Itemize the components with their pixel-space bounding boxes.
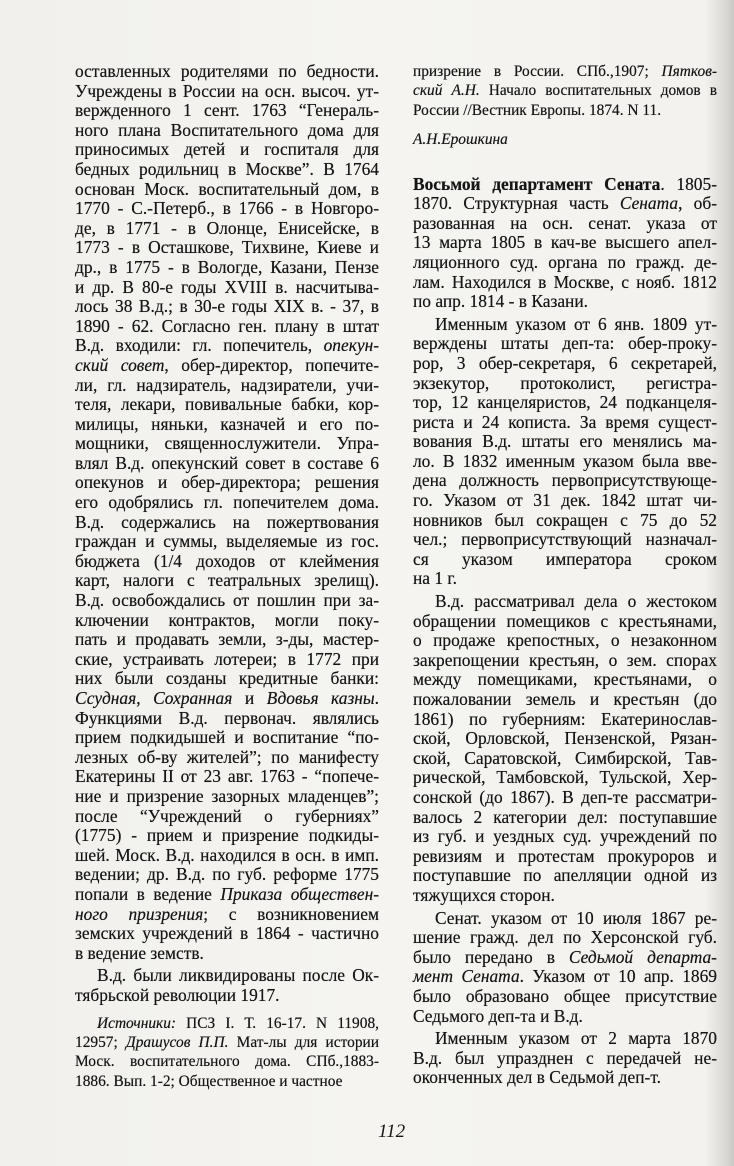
text-line: разованная на осн. сенат. указа от — [413, 212, 717, 233]
text-line: др., в 1775 - в Вологде, Казани, Пензе — [75, 256, 379, 277]
text-segment: В.д. входили: гл. попечитель, — [75, 335, 324, 356]
text-line — [413, 967, 717, 987]
text-line: опекунов и обер-директора; решения — [75, 472, 379, 493]
text-segment: , об- — [678, 193, 717, 214]
text-line — [75, 689, 379, 709]
text-line: 1890 - 62. Согласно ген. плану в штат — [75, 315, 379, 336]
sources-paragraph — [413, 62, 717, 120]
text-line: ние и призрение зазорных младенцев”; — [75, 785, 379, 806]
text-line: 1773 - в Осташкове, Тихвине, Киеве и — [75, 237, 379, 258]
text-line: приносимых детей и госпиталя для — [75, 139, 379, 160]
text-line — [75, 1033, 379, 1052]
text-line: земских учреждений в 1864 - частично — [75, 923, 379, 944]
text-line: Именным указом от 6 янв. 1809 ут- — [435, 313, 717, 334]
text-line — [75, 336, 379, 356]
text-line: рической, Тамбовской, Тульской, Хер- — [413, 767, 717, 788]
text-line: тор, 12 канцеляристов, 24 подканцеля- — [413, 392, 717, 413]
italic-text: Сохранная — [153, 688, 233, 708]
text-line: ской, Саратовской, Симбирской, Тав- — [413, 747, 717, 768]
text-line: ло. В 1832 именным указом была вве- — [413, 450, 717, 471]
bold-heading: Восьмой департамент Сената — [413, 173, 661, 194]
italic-text: Источники: — [97, 1014, 177, 1032]
text-line: поступавшие по апелляции одной из — [413, 865, 717, 886]
text-segment: ; с возникновением — [203, 903, 379, 924]
text-line: закрепощении крестьян, о зем. спорах — [413, 649, 717, 670]
text-line: валось 2 категории дел: поступавшие — [413, 806, 717, 827]
text-segment: . 1805- — [660, 173, 717, 194]
text-segment: Мат-лы для истории — [228, 1033, 379, 1051]
text-segment: , — [136, 688, 154, 708]
italic-text: Седьмой департа- — [568, 946, 717, 967]
text-line: верждены штаты деп-та: обер-проку- — [413, 333, 717, 354]
text-line: В.д. были ликвидированы после Ок- — [97, 965, 379, 986]
text-line: бедных родильниц в Москве”. В 1764 — [75, 158, 379, 179]
paragraph — [413, 592, 717, 906]
italic-text: Приказа обществен- — [220, 883, 379, 904]
text-line: Седьмого деп-та и В.д. — [413, 1005, 583, 1026]
text-line: дена должность первоприсутствующе- — [413, 470, 717, 491]
text-line — [413, 175, 717, 195]
text-segment: Начало воспитательных домов в — [479, 82, 717, 100]
text-line: риста и 24 кописта. За время сущест- — [413, 411, 717, 432]
text-line — [413, 62, 717, 81]
text-line: по апр. 1814 - в Казани. — [413, 291, 589, 312]
text-line: шей. Моск. В.д. находился в осн. в имп. — [75, 844, 379, 865]
text-line: 1770 - С.-Петерб., в 1766 - в Новгоро- — [75, 198, 379, 219]
text-line: Моск. воспитательного дома. СПб.,1883- — [75, 1053, 379, 1071]
italic-text: Вдовья казны — [266, 688, 375, 708]
italic-text: Драшусов П.П. — [125, 1033, 229, 1051]
text-line: влял В.д. опекунский совет в составе 6 — [75, 452, 379, 473]
text-line: шение гражд. дел по Херсонской губ. — [413, 927, 717, 948]
text-line: лось 38 В.д.; в 30-е годы XIX в. - 37, в — [75, 296, 379, 317]
text-line: оставленных родителями по бедности. — [75, 61, 379, 81]
text-line — [413, 130, 717, 149]
right-column — [413, 62, 717, 1091]
text-line: после “Учреждений о губерниях” — [75, 805, 379, 826]
text-line: в ведение земств. — [75, 942, 204, 963]
text-line: лезных об-ву жителей”; по манифесту — [75, 746, 379, 767]
text-segment: попали в ведение — [75, 883, 221, 904]
text-line: сонской (до 1867). В деп-те рассматри- — [413, 786, 717, 807]
text-line: Функциями В.д. первонач. являлись — [75, 707, 379, 728]
text-line: 1886. Вып. 1-2; Общественное и частное — [75, 1072, 343, 1090]
text-line: мощники, священнослужители. Упра- — [75, 433, 379, 454]
text-line — [75, 885, 379, 905]
text-line: вования В.д. штаты его менялись ма- — [413, 431, 717, 452]
text-segment: 1870. Структурная часть — [413, 193, 620, 214]
text-line: на 1 г. — [413, 568, 457, 589]
text-line: ключении контрактов, могли поку- — [75, 609, 379, 630]
text-line: из губ. и уездных суд. учреждений по — [413, 826, 717, 847]
text-line — [413, 81, 717, 100]
paragraph — [75, 62, 379, 963]
text-line: 1861) по губерниям: Екатеринослав- — [413, 708, 717, 729]
text-line: ские, устраивать лотереи; в 1772 при — [75, 648, 379, 669]
text-line: ляционного суд. органа по гражд. де- — [413, 251, 717, 272]
text-segment: ПСЗ I. Т. 16-17. N 11908, — [176, 1014, 379, 1032]
italic-text: ский А.Н. — [413, 82, 480, 100]
text-segment: призрение в России. СПб.,1907; — [413, 63, 662, 80]
text-line: ревизиям и протестам прокуроров и — [413, 845, 717, 866]
italic-text: Пятков- — [661, 63, 717, 80]
text-line: ся указом императора сроком — [413, 548, 717, 569]
text-line: них были созданы кредитные банки: — [75, 668, 379, 689]
text-line — [75, 1014, 379, 1033]
text-line: экзекутор, протоколист, регистра- — [413, 372, 717, 393]
text-line: (1775) - прием и призрение подкиды- — [75, 825, 379, 846]
text-line: 13 марта 1805 в кач-ве высшего апел- — [413, 232, 717, 253]
text-line: Учреждены в России на осн. высоч. ут- — [75, 80, 379, 101]
text-line: тяжущихся сторон. — [413, 884, 555, 905]
text-line: Екатерины II от 23 авг. 1763 - “попече- — [75, 766, 379, 787]
text-line: ской, Орловской, Пензенской, Рязан- — [413, 728, 717, 749]
text-segment: . — [374, 688, 379, 708]
text-line: В.д. освобождались от пошлин при за- — [75, 590, 379, 611]
text-line: было образовано общее присутствие — [413, 985, 717, 1006]
text-line: его одобрялись гл. попечителем дома. — [75, 492, 379, 513]
italic-text: опекун- — [323, 335, 379, 356]
sources-paragraph — [75, 1014, 379, 1092]
text-line — [413, 948, 717, 968]
text-segment: . Указом от 10 апр. 1869 — [519, 966, 717, 987]
italic-text: Сената — [619, 193, 679, 214]
text-line: теля, лекари, повивальные бабки, кор- — [75, 394, 379, 415]
text-line: тябрьской революции 1917. — [75, 984, 280, 1005]
text-line: карт, налоги с театральных зрелищ). — [75, 570, 379, 591]
text-line: оконченных дел в Седьмой деп-т. — [413, 1067, 661, 1088]
text-line: России //Вестник Европы. 1874. N 11. — [413, 101, 662, 119]
text-segment: и — [232, 688, 267, 708]
text-line: де, в 1771 - в Олонце, Енисейске, в — [75, 217, 379, 238]
text-segment: , обер-директор, попечите- — [164, 354, 379, 375]
paragraph — [413, 175, 717, 312]
text-line: и др. В 80-е годы XVIII в. насчитыва- — [75, 276, 379, 297]
text-segment: 12957; — [75, 1033, 126, 1051]
text-line: бюджета (1/4 доходов от клеймения — [75, 550, 379, 571]
italic-text: Ссудная — [75, 688, 137, 708]
text-line — [413, 194, 717, 214]
text-line: ведении; др. В.д. по губ. реформе 1775 — [75, 864, 379, 885]
text-line: В.д. содержались на пожертвования — [75, 511, 379, 532]
text-line: пожаловании земель и крестьян (до — [413, 689, 717, 709]
text-line: вержденного 1 сент. 1763 “Генераль- — [75, 100, 379, 121]
left-column — [75, 62, 379, 1094]
text-segment: было передано в — [413, 946, 569, 967]
text-line: рор, 3 обер-секретаря, 6 секретарей, — [413, 352, 717, 373]
paragraph — [75, 966, 379, 1005]
text-line — [75, 905, 379, 925]
text-line: основан Моск. воспитательный дом, в — [75, 178, 379, 199]
text-line: го. Указом от 31 дек. 1842 штат чи- — [413, 490, 717, 511]
text-line: ного плана Воспитательного дома для — [75, 119, 379, 140]
italic-text: ский совет — [75, 354, 165, 375]
text-line: прием подкидышей и воспитание “по- — [75, 727, 379, 748]
text-line: лам. Находился в Москве, с нояб. 1812 — [413, 271, 717, 292]
italic-text: А.Н.Ерошкина — [413, 131, 508, 149]
text-line — [75, 356, 379, 376]
text-line: пать и продавать земли, з-ды, мастер- — [75, 629, 379, 650]
italic-text: ного призрения — [75, 903, 204, 924]
author-signature — [413, 130, 717, 149]
paragraph — [413, 315, 717, 589]
paragraph — [413, 1029, 717, 1088]
text-line: ли, гл. надзиратель, надзиратели, учи- — [75, 374, 379, 395]
text-line: В.д. рассматривал дела о жестоком — [435, 591, 717, 612]
text-line: между помещиками, крестьянами, о — [413, 669, 717, 690]
paragraph — [413, 909, 717, 1027]
text-line: Именным указом от 2 марта 1870 — [435, 1028, 717, 1049]
text-line: милицы, няньки, казначей и его по- — [75, 413, 379, 434]
text-line: чел.; первоприсутствующий назначал- — [413, 529, 717, 550]
text-line: о продаже крепостных, о незаконном — [413, 630, 717, 651]
text-line: обращении помещиков с крестьянами, — [413, 610, 717, 631]
text-line: новников был сокращен с 75 до 52 — [413, 509, 717, 530]
text-line: В.д. был упразднен с передачей не- — [413, 1047, 717, 1068]
page-number: 112 — [378, 1121, 406, 1142]
text-line: Сенат. указом от 10 июля 1867 ре- — [435, 907, 717, 928]
italic-text: мент Сената — [413, 966, 520, 987]
text-line: граждан и суммы, выделяемые из гос. — [75, 531, 379, 552]
